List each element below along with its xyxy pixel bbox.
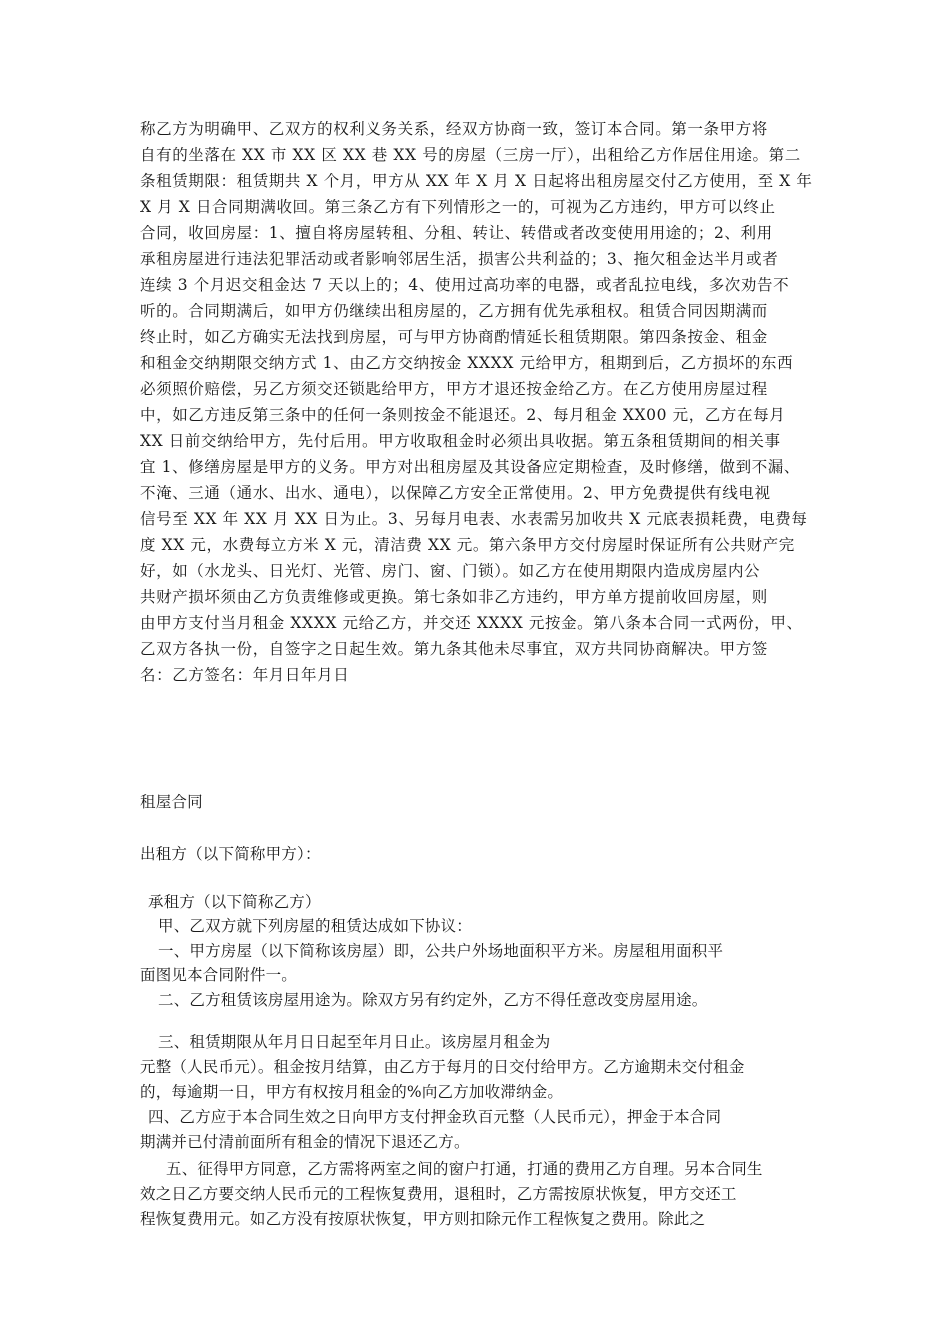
clause-4-line: 期满并已付清前面所有租金的情况下退还乙方。 xyxy=(140,1133,470,1151)
body-line: 由甲方支付当月租金 XXXX 元给乙方，并交还 XXXX 元按金。第八条本合同一式两份，甲、 xyxy=(140,614,803,632)
body-line: 信号至 XX 年 XX 月 XX 日为止。3、另每月电表、水表需另加收共 X 元底表损耗费，电费每 xyxy=(140,510,808,528)
body-line: X 月 X 日合同期满收回。第三条乙方有下列情形之一的，可视为乙方违约，甲方可以终止 xyxy=(140,198,776,216)
clause-1-line: 面图见本合同附件一。 xyxy=(140,966,298,984)
body-line: 称乙方为明确甲、乙双方的权利义务关系，经双方协商一致，签订本合同。第一条甲方将 xyxy=(140,120,768,138)
lessor-line: 出租方（以下简称甲方）： xyxy=(140,845,321,863)
body-line: 条租赁期限：租赁期共 X 个月，甲方从 XX 年 X 月 X 日起将出租房屋交付乙方使用，至 X 年 xyxy=(140,172,813,190)
lessee-line: 承租方（以下简称乙方） xyxy=(148,893,321,911)
body-line: 终止时，如乙方确实无法找到房屋，可与甲方协商酌情延长租赁期限。第四条按金、租金 xyxy=(140,328,768,346)
clause-3-line: 三、租赁期限从年月日日起至年月日止。该房屋月租金为 xyxy=(158,1033,551,1051)
intro-line: 甲、乙双方就下列房屋的租赁达成如下协议： xyxy=(158,917,473,935)
clause-1-line: 一、甲方房屋（以下简称该房屋）即，公共户外场地面积平方米。房屋租用面积平 xyxy=(158,942,724,960)
body-line: 连续 3 个月迟交租金达 7 天以上的；4、使用过高功率的电器，或者乱拉电线，多次劝告不 xyxy=(140,276,790,294)
body-line: 和租金交纳期限交纳方式 1、由乙方交纳按金 XXXX 元给甲方，租期到后，乙方损坏的东西 xyxy=(140,354,794,372)
body-line: 不淹、三通（通水、出水、通电），以保障乙方安全正常使用。2、甲方免费提供有线电视 xyxy=(140,484,771,502)
body-line: 好，如（水龙头、日光灯、光管、房门、窗、门锁）。如乙方在使用期限内造成房屋内公 xyxy=(140,562,761,580)
clause-3-line: 的，每逾期一日，甲方有权按月租金的%向乙方加收滞纳金。 xyxy=(140,1083,564,1101)
body-line: 度 XX 元，水费每立方米 X 元，清洁费 XX 元。第六条甲方交付房屋时保证所有公共财产完 xyxy=(140,536,795,554)
body-line: 乙双方各执一份，自签字之日起生效。第九条其他未尽事宜，双方共同协商解决。甲方签 xyxy=(140,640,768,658)
body-line: 必须照价赔偿，另乙方须交还锁匙给甲方，甲方才退还按金给乙方。在乙方使用房屋过程 xyxy=(140,380,768,398)
body-line: 自有的坐落在 XX 市 XX 区 XX 巷 XX 号的房屋（三房一厅），出租给乙方作居住用途。第二 xyxy=(140,146,801,164)
body-line: 名：乙方签名：年月日年月日 xyxy=(140,666,350,684)
body-line: 宜 1、修缮房屋是甲方的义务。甲方对出租房屋及其设备应定期检查，及时修缮，做到不漏、 xyxy=(140,458,800,476)
body-line: 共财产损坏须由乙方负责维修或更换。第七条如非乙方违约，甲方单方提前收回房屋，则 xyxy=(140,588,768,606)
clause-2-line: 二、乙方租赁该房屋用途为。除双方另有约定外，乙方不得任意改变房屋用途。 xyxy=(158,991,708,1009)
body-line: XX 日前交纳给甲方，先付后用。甲方收取租金时必须出具收据。第五条租赁期间的相关事 xyxy=(140,432,781,450)
body-line: 中，如乙方违反第三条中的任何一条则按金不能退还。2、每月租金 XX00 元，乙方在每月 xyxy=(140,406,786,424)
clause-4-line: 四、乙方应于本合同生效之日向甲方支付押金玖百元整（人民币元），押金于本合同 xyxy=(148,1108,722,1126)
body-line: 合同，收回房屋：1、擅自将房屋转租、分租、转让、转借或者改变使用用途的；2、利用 xyxy=(140,224,773,242)
clause-5-line: 程恢复费用元。如乙方没有按原状恢复，甲方则扣除元作工程恢复之费用。除此之 xyxy=(140,1210,706,1228)
section-title: 租屋合同 xyxy=(140,793,203,811)
clause-3-line: 元整（人民币元）。租金按月结算，由乙方于每月的日交付给甲方。乙方逾期未交付租金 xyxy=(140,1058,745,1076)
body-line: 听的。合同期满后，如甲方仍继续出租房屋的，乙方拥有优先承租权。租赁合同因期满而 xyxy=(140,302,768,320)
clause-5-line: 五、征得甲方同意，乙方需将两室之间的窗户打通，打通的费用乙方自理。另本合同生 xyxy=(166,1160,763,1178)
body-line: 承租房屋进行违法犯罪活动或者影响邻居生活，损害公共利益的；3、拖欠租金达半月或者 xyxy=(140,250,779,268)
clause-5-line: 效之日乙方要交纳人民币元的工程恢复费用，退租时，乙方需按原状恢复，甲方交还工 xyxy=(140,1185,737,1203)
